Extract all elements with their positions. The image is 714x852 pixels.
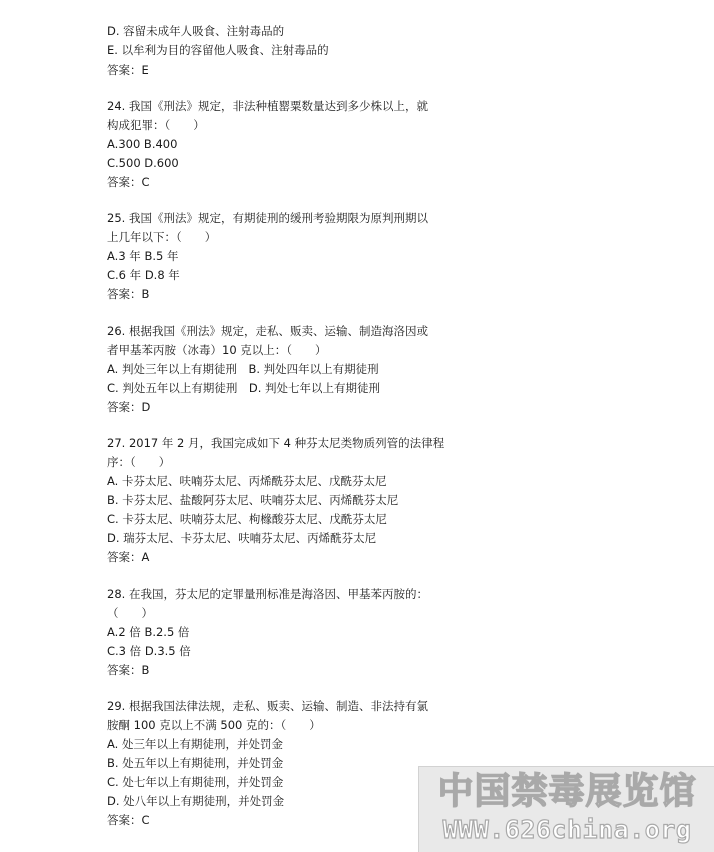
text-line: A. 判处三年以上有期徒刑 B. 判处四年以上有期徒刑: [107, 362, 379, 376]
answer-line: 答案：D: [107, 400, 151, 414]
text-line: 胺酮 100 克以上不满 500 克的：（ ）: [107, 718, 321, 732]
text-line: 上几年以下：（ ）: [107, 230, 217, 244]
text-line: A. 处三年以上有期徒刑，并处罚金: [107, 737, 283, 751]
text-line: 27. 2017 年 2 月，我国完成如下 4 种芬太尼类物质列管的法律程: [107, 436, 445, 450]
answer-line: 答案：A: [107, 550, 150, 564]
text-line: C.6 年 D.8 年: [107, 268, 180, 282]
watermark-title: 中国禁毒展览馆: [437, 771, 697, 812]
answer-line: 答案：E: [107, 63, 149, 77]
text-line: D. 瑞芬太尼、卡芬太尼、呋喃芬太尼、丙烯酰芬太尼: [107, 531, 377, 545]
text-line: B. 卡芬太尼、盐酸阿芬太尼、呋喃芬太尼、丙烯酰芬太尼: [107, 493, 399, 507]
answer-line: 答案：B: [107, 663, 150, 677]
watermark-logo: [418, 766, 714, 852]
text-line: D. 容留未成年人吸食、注射毒品的: [107, 24, 285, 38]
text-line: C. 处七年以上有期徒刑，并处罚金: [107, 775, 284, 789]
text-line: 构成犯罪：（ ）: [107, 118, 205, 132]
text-line: C. 判处五年以上有期徒刑 D. 判处七年以上有期徒刑: [107, 381, 381, 395]
text-line: C.500 D.600: [107, 156, 179, 170]
text-line: 者甲基苯丙胺（冰毒）10 克以上：（ ）: [107, 343, 327, 357]
text-line: B. 处五年以上有期徒刑，并处罚金: [107, 756, 284, 770]
text-line: 26. 根据我国《刑法》规定，走私、贩卖、运输、制造海洛因或: [107, 324, 428, 338]
text-line: C. 卡芬太尼、呋喃芬太尼、枸橼酸芬太尼、戊酰芬太尼: [107, 512, 387, 526]
text-line: 序：（ ）: [107, 455, 171, 469]
text-line: 25. 我国《刑法》规定，有期徒刑的缓刑考验期限为原判刑期以: [107, 211, 428, 225]
text-line: 24. 我国《刑法》规定，非法种植罂粟数量达到多少株以上，就: [107, 99, 428, 113]
answer-line: 答案：B: [107, 287, 150, 301]
answer-line: 答案：C: [107, 175, 150, 189]
text-line: D. 处八年以上有期徒刑，并处罚金: [107, 794, 285, 808]
text-line: C.3 倍 D.3.5 倍: [107, 644, 191, 658]
text-line: A.300 B.400: [107, 137, 178, 151]
text-line: E. 以牟利为目的容留他人吸食、注射毒品的: [107, 43, 329, 57]
answer-line: 答案：C: [107, 813, 150, 827]
text-line: 29. 根据我国法律法规，走私、贩卖、运输、制造、非法持有氯: [107, 699, 428, 713]
text-line: 28. 在我国，芬太尼的定罪量刑标准是海洛因、甲基苯丙胺的：: [107, 587, 428, 601]
watermark-url: WWW.626china.org: [442, 815, 692, 844]
text-line: A.2 倍 B.2.5 倍: [107, 625, 190, 639]
text-line: A.3 年 B.5 年: [107, 249, 179, 263]
text-line: （ ）: [107, 606, 153, 620]
text-line: A. 卡芬太尼、呋喃芬太尼、丙烯酰芬太尼、戊酰芬太尼: [107, 474, 387, 488]
